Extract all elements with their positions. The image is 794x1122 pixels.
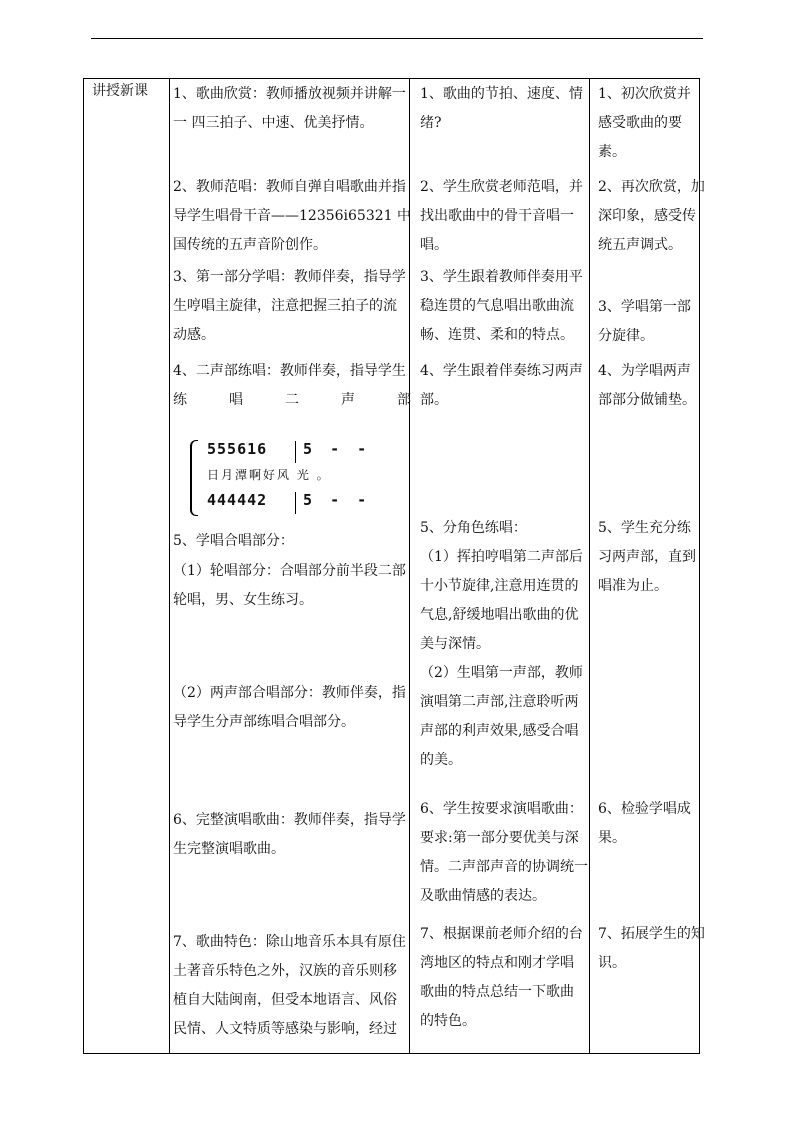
text-line: 6、完整演唱歌曲：教师伴奏，指导学 (173, 812, 406, 828)
text-block (598, 173, 705, 260)
spread-char: 唱 (229, 392, 243, 408)
text-block (173, 357, 411, 386)
text-block (598, 795, 696, 853)
column-divider-1 (169, 79, 170, 1053)
text-line: 5、学唱合唱部分： (173, 533, 294, 549)
text-block (420, 263, 596, 350)
text-line: （2）生唱第一声部，教师 (420, 665, 583, 681)
text-line: （2）两声部合唱部分：教师伴奏，指 (173, 685, 406, 701)
text-line: 4、为学唱两声 (598, 363, 691, 379)
text-line: 分旋律。 (598, 328, 654, 344)
bar-line (295, 492, 296, 514)
text-line: 的特色。 (420, 1013, 476, 1029)
text-line: 歌曲的特点总结一下歌曲 (420, 984, 574, 1000)
text-line: 7、根据课前老师介绍的台 (420, 926, 583, 942)
text-line: 植自大陆闽南，但受本地语言、风俗 (173, 992, 397, 1008)
text-block (420, 514, 596, 775)
text-block (598, 514, 696, 601)
score-brace (190, 440, 198, 516)
text-line: 深印象，感受传 (598, 208, 696, 224)
text-line: 绪? (420, 115, 442, 131)
text-block (598, 920, 705, 978)
score-tail-upper: 5 - - (303, 440, 367, 458)
text-line: 7、拓展学生的知 (598, 926, 705, 942)
header-rule (91, 38, 703, 39)
text-line: 一 四三拍子、中速、优美抒情。 (173, 115, 374, 131)
text-line: 导学生分声部练唱合唱部分。 (173, 714, 355, 730)
text-block (173, 928, 411, 1044)
score-notes-upper: 555616 (207, 440, 268, 458)
text-line: 湾地区的特点和刚才学唱 (420, 955, 574, 971)
text-line: 2、再次欣赏，加 (598, 179, 705, 195)
text-line: 演唱第二声部,注意聆听两 (420, 694, 579, 710)
text-line: 4、学生跟着伴奏练习两声 (420, 363, 583, 379)
text-line: 声部的利声效果,感受合唱 (420, 723, 579, 739)
score-lyrics: 日月潭啊好风 光 。 (207, 468, 331, 482)
spread-char: 练 (173, 392, 187, 408)
text-line: 统五声调式。 (598, 237, 682, 253)
text-block (173, 173, 411, 260)
text-line: 畅、连贯、柔和的特点。 (420, 327, 574, 343)
text-line: 3、学生跟着教师伴奏用平 (420, 269, 583, 285)
text-line: 2、学生欣赏老师范唱，并 (420, 179, 583, 195)
text-line: 找出歌曲中的骨干音唱一 (420, 208, 574, 224)
text-line: 6、学生按要求演唱歌曲： (420, 801, 583, 817)
text-line: 生哼唱主旋律，注意把握三拍子的流 (173, 298, 397, 314)
text-line: 感受歌曲的要 (598, 115, 682, 131)
text-line: 土著音乐特色之外，汉族的音乐则移 (173, 963, 397, 979)
text-block (420, 357, 596, 415)
text-line: 识。 (598, 955, 626, 971)
text-block (420, 173, 596, 260)
text-line: 唱准为止。 (598, 578, 668, 594)
text-line: 动感。 (173, 327, 215, 343)
text-block (420, 80, 596, 138)
text-line: 6、检验学唱成 (598, 801, 691, 817)
text-block (173, 806, 411, 864)
score-notes-lower: 444442 (207, 491, 268, 509)
text-line: 4、二声部练唱：教师伴奏，指导学生 (173, 363, 406, 379)
row-label: 讲授新课 (92, 83, 148, 99)
text-line: 1、初次欣赏并 (598, 86, 691, 102)
text-line: 及歌曲情感的表达。 (420, 888, 546, 904)
text-line: 3、学唱第一部 (598, 299, 691, 315)
text-line: 5、分角色练唱： (420, 520, 527, 536)
score-tail-lower: 5 - - (303, 491, 367, 509)
text-line: 国传统的五声音阶创作。 (173, 237, 327, 253)
text-line: 民情、人文特质等感染与影响，经过 (173, 1021, 397, 1037)
spread-char: 部 (397, 392, 411, 408)
text-block (173, 263, 411, 350)
text-block (598, 357, 696, 415)
text-line: 稳连贯的气息唱出歌曲流 (420, 298, 574, 314)
spread-char: 声 (341, 392, 355, 408)
text-line: 1、歌曲的节拍、速度、情 (420, 86, 583, 102)
spread-line (173, 386, 411, 415)
text-line: 气息,舒缓地唱出歌曲的优 (420, 607, 579, 623)
text-line: （1）轮唱部分：合唱部分前半段二部 (173, 563, 406, 579)
text-line: 5、学生充分练 (598, 520, 691, 536)
text-line: 生完整演唱歌曲。 (173, 841, 285, 857)
text-line: 素。 (598, 144, 626, 160)
text-line: 情。二声部声音的协调统一 (420, 859, 588, 875)
text-block (420, 795, 596, 911)
text-line: 1、歌曲欣赏：教师播放视频并讲解一 (173, 86, 406, 102)
text-block (173, 80, 411, 138)
text-block (598, 80, 696, 167)
text-block (173, 557, 411, 615)
text-line: 2、教师范唱：教师自弹自唱歌曲并指 (173, 179, 406, 195)
text-line: 轮唱，男、女生练习。 (173, 592, 313, 608)
text-block (173, 679, 411, 737)
text-line: （1）挥拍哼唱第二声部后 (420, 549, 583, 565)
text-block (598, 293, 696, 351)
text-block (420, 920, 596, 1036)
text-line: 7、歌曲特色：除山地音乐本具有原住 (173, 934, 406, 950)
text-block (173, 527, 411, 556)
text-line: 的美。 (420, 752, 462, 768)
bar-line (295, 441, 296, 463)
text-line: 习两声部，直到 (598, 549, 696, 565)
text-line: 唱。 (420, 237, 448, 253)
text-line: 导学生唱骨干音——12356i65321 中 (173, 208, 411, 224)
text-line: 要求:第一部分要优美与深 (420, 830, 579, 846)
text-line: 部。 (420, 392, 448, 408)
spread-char: 二 (285, 392, 299, 408)
text-line: 美与深情。 (420, 636, 490, 652)
text-line: 部部分做铺垫。 (598, 392, 696, 408)
text-line: 3、第一部分学唱：教师伴奏，指导学 (173, 269, 406, 285)
text-line: 果。 (598, 830, 626, 846)
text-line: 十小节旋律,注意用连贯的 (420, 578, 579, 594)
